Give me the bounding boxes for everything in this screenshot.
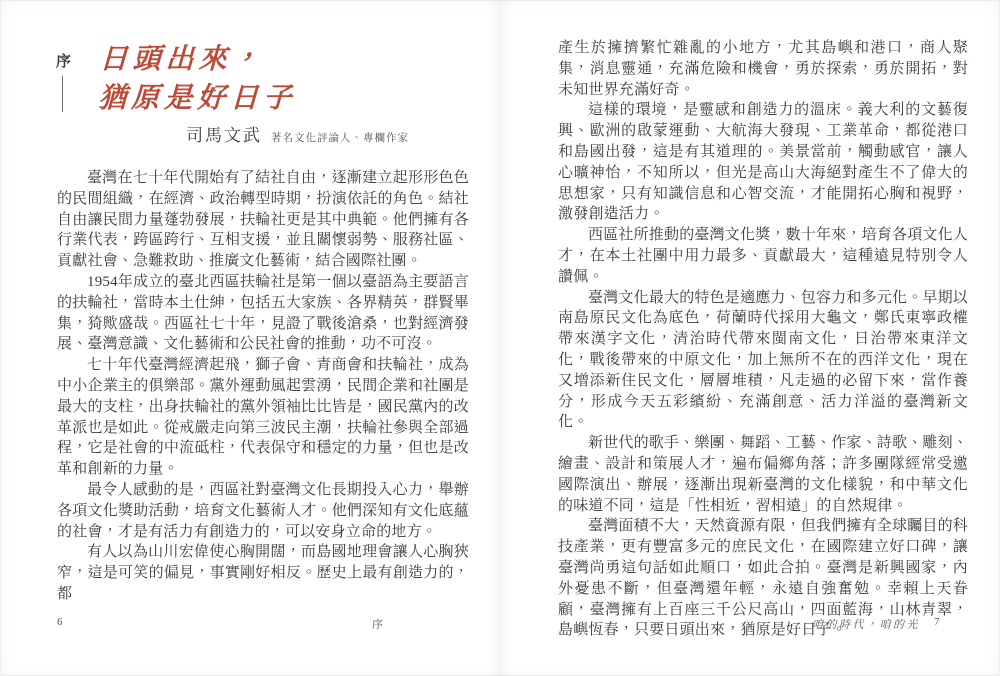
right-body-text — [558, 38, 968, 641]
author-title: 著名文化評論人、專欄作家 — [271, 133, 409, 144]
body-paragraph: 臺灣文化最大的特色是適應力、包容力和多元化。早期以南島原民文化為底色，荷蘭時代採用大龜文，鄭氏東寧政權帶來漢字文化，清治時代帶來閩南文化，日治帶來東洋文化，戰後帶來的中原文化，加上無所不在的西洋文化，現在又增添新住民文化，層層堆積，凡走過的必留下來，當作養分，形成今天五彩繽紛、充滿創意、活力洋溢的臺灣新文化。 — [558, 289, 969, 431]
page-number-right: 7 — [934, 616, 941, 628]
body-paragraph: 新世代的歌手、樂團、舞蹈、工藝、作家、詩歌、雕刻、繪畫、設計和策展人才，遍布偏鄉角落；許多團隊經常受邀國際演出、辦展，逐漸出現新臺灣的文化樣貌，和中華文化的味道不同，這是「性相近，習相遠」的自然規律。 — [558, 435, 969, 514]
running-head-left: 序 — [372, 619, 384, 631]
author-name: 司馬文武 — [186, 126, 262, 145]
body-paragraph: 這樣的環境，是靈感和創造力的溫床。義大利的文藝復興、歐洲的啟蒙運動、大航海大發現、工業革命，都從港口和島國出發，這是有其道理的。美景當前，觸動感官，讓人心曠神怡，不知所以，但光是高山大海絕對產生不了偉大的思想家，只有知識信息和心智交流，才能開拓心胸和視野，激發創造活力。 — [558, 102, 968, 223]
body-paragraph: 最令人感動的是，西區社對臺灣文化長期投入心力，舉辦各項文化獎助活動，培育文化藝術人才。他們深知有文化底蘊的社會，才是有活力有創造力的，可以安身立命的地方。 — [57, 481, 469, 540]
body-paragraph: 西區社所推動的臺灣文化獎，數十年來，培育各項文化人才，在本土社團中用力最多、貢獻最大，這種遠見特別令人讚佩。 — [558, 227, 969, 285]
running-head-right: 咱的時代，咱的光 — [812, 619, 920, 631]
chapter-title — [98, 40, 299, 118]
body-paragraph: 臺灣在七十年代開始有了結社自由，逐漸建立起形形色色的民間組織，在經濟、政治轉型時期，扮演依託的角色。結社自由讓民間力量蓬勃發展，扶輪社更是其中典範。他們擁有各行業代表，跨區跨行、互相支援，並且關懷弱勢、服務社區、貢獻社會、急難救助、推廣文化藝術，結合國際社團。 — [57, 170, 469, 270]
body-paragraph: 1954年成立的臺北西區扶輪社是第一個以臺語為主要語言的扶輪社，當時本土仕紳，包括五大家族、各界精英，群賢畢集，猗歟盛哉。西區社七十年，見證了戰後滄桑，也對經濟發展、臺灣意識、文化藝術和公民社會的推動，功不可沒。 — [57, 273, 469, 353]
body-paragraph: 臺灣面積不大，天然資源有限，但我們擁有全球矚目的科技產業，更有豐富多元的庶民文化，在國際建立好口碑，讓臺灣尚勇這句話如此順口，如此合拍。臺灣是新興國家，內外憂患不斷，但臺灣還年輕，永遠自強奮勉。幸賴上天眷顧，臺灣擁有上百座三千公尺高山，四面藍海，山林青翠，島嶼恆春，只要日頭出來，猶原是好日子。 — [558, 518, 969, 639]
title-line-2: 猶原是好日子 — [97, 83, 297, 114]
left-body-text — [57, 168, 469, 605]
body-paragraph: 七十年代臺灣經濟起飛，獅子會、青商會和扶輪社，成為中小企業主的俱樂部。黨外運動風起雲湧，民間企業和社團是最大的支柱，出身扶輪社的黨外領袖比比皆是，國民黨內的改革派也是如此。從戒嚴走向第三波民主潮，扶輪社參與全部過程，它是社會的中流砥柱，代表保守和穩定的力量，但也是改革和創新的力量。 — [57, 357, 469, 478]
body-paragraph-continuation: 產生於擁擠繁忙雜亂的小地方，尤其島嶼和港口，商人聚集，消息靈通，充滿危險和機會，勇於探索，勇於開拓，對未知世界充滿好奇。 — [558, 40, 968, 98]
author-row — [186, 121, 409, 146]
title-line-1: 日頭出來， — [99, 44, 266, 75]
page-number-left: 6 — [57, 616, 64, 628]
body-paragraph: 有人以為山川宏偉使心胸開闊，而島國地理會讓人心胸狹窄，這是可笑的偏見，事實剛好相反。歷史上最有創造力的，都 — [57, 544, 469, 602]
section-label: 序 — [56, 54, 73, 70]
section-marker-line — [62, 76, 63, 112]
